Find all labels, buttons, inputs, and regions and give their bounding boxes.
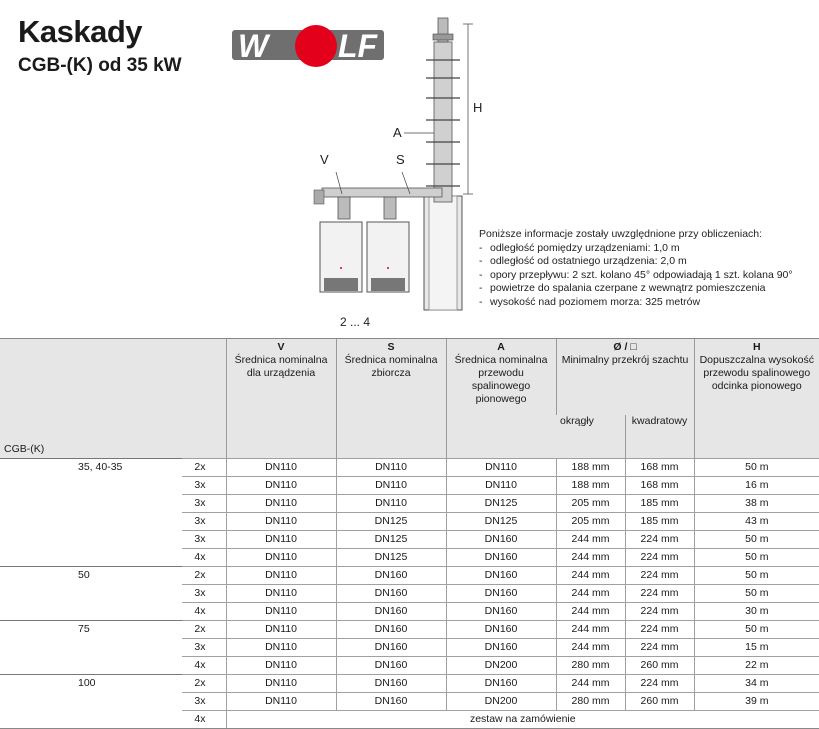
- label-v: V: [320, 152, 329, 167]
- row-spacer: [0, 657, 72, 675]
- s-cell: DN160: [336, 639, 446, 657]
- model-cell: [72, 639, 182, 657]
- a-cell: DN160: [446, 549, 556, 567]
- table-row: [0, 495, 819, 513]
- a-cell: DN160: [446, 639, 556, 657]
- square-cell: 168 mm: [625, 459, 694, 477]
- round-cell: 280 mm: [556, 693, 625, 711]
- count-cell: 2x: [182, 675, 226, 693]
- s-cell: DN110: [336, 477, 446, 495]
- table-row: [0, 675, 819, 693]
- round-cell: 244 mm: [556, 585, 625, 603]
- model-cell: [72, 711, 182, 729]
- table-row: [0, 711, 819, 729]
- v-cell: DN110: [226, 639, 336, 657]
- square-cell: 224 mm: [625, 531, 694, 549]
- a-cell: DN110: [446, 459, 556, 477]
- table-row: [0, 531, 819, 549]
- v-cell: DN110: [226, 513, 336, 531]
- custom-order-note: zestaw na zamówienie: [226, 711, 819, 729]
- row-spacer: [0, 513, 72, 531]
- v-cell: DN110: [226, 477, 336, 495]
- cascade-spec-table: [0, 338, 819, 729]
- label-h: H: [473, 100, 483, 115]
- square-cell: 224 mm: [625, 621, 694, 639]
- row-spacer: [0, 621, 72, 639]
- model-cell: [72, 513, 182, 531]
- label-a: A: [393, 125, 402, 140]
- v-cell: DN110: [226, 567, 336, 585]
- s-cell: DN160: [336, 693, 446, 711]
- count-label: 2 ... 4: [340, 315, 371, 329]
- square-cell: 224 mm: [625, 639, 694, 657]
- table-row: [0, 567, 819, 585]
- h-cell: 50 m: [694, 567, 819, 585]
- row-spacer: [0, 531, 72, 549]
- row-spacer: [0, 711, 72, 729]
- a-cell: DN160: [446, 585, 556, 603]
- round-cell: 244 mm: [556, 531, 625, 549]
- notes-list: [479, 242, 793, 310]
- v-cell: DN110: [226, 693, 336, 711]
- table-row: [0, 549, 819, 567]
- v-cell: DN110: [226, 549, 336, 567]
- count-cell: 2x: [182, 459, 226, 477]
- h-cell: 39 m: [694, 693, 819, 711]
- count-cell: 3x: [182, 639, 226, 657]
- round-cell: 244 mm: [556, 549, 625, 567]
- col-header-round: okrągły: [556, 415, 625, 459]
- round-cell: 244 mm: [556, 621, 625, 639]
- a-cell: DN125: [446, 513, 556, 531]
- note-item: - odległość od ostatniego urządzenia: 2,0 m: [479, 255, 793, 269]
- table-row: [0, 459, 819, 477]
- v-cell: DN110: [226, 657, 336, 675]
- a-cell: DN160: [446, 621, 556, 639]
- note-item: - wysokość nad poziomem morza: 325 metrów: [479, 296, 793, 310]
- count-cell: 2x: [182, 621, 226, 639]
- round-cell: 244 mm: [556, 675, 625, 693]
- model-cell: [72, 693, 182, 711]
- a-cell: DN160: [446, 675, 556, 693]
- col-header-h: H Dopuszczalna wysokość przewodu spalinowego odcinka pionowego: [694, 339, 819, 459]
- calculation-notes: [479, 228, 793, 309]
- page-subtitle: CGB-(K) od 35 kW: [18, 55, 182, 76]
- s-cell: DN160: [336, 585, 446, 603]
- model-cell: 50: [72, 567, 182, 585]
- s-cell: DN160: [336, 567, 446, 585]
- count-cell: 3x: [182, 477, 226, 495]
- h-cell: 30 m: [694, 603, 819, 621]
- round-cell: 188 mm: [556, 459, 625, 477]
- table-row: [0, 477, 819, 495]
- a-cell: DN160: [446, 603, 556, 621]
- a-cell: DN110: [446, 477, 556, 495]
- count-cell: 4x: [182, 549, 226, 567]
- model-cell: 35, 40-35: [72, 459, 182, 477]
- model-cell: [72, 549, 182, 567]
- h-cell: 34 m: [694, 675, 819, 693]
- s-cell: DN160: [336, 675, 446, 693]
- square-cell: 185 mm: [625, 495, 694, 513]
- row-spacer: [0, 639, 72, 657]
- model-cell: 75: [72, 621, 182, 639]
- row-spacer: [0, 459, 72, 477]
- v-cell: DN110: [226, 495, 336, 513]
- count-cell: 3x: [182, 495, 226, 513]
- note-item: - powietrze do spalania czerpane z wewnątrz pomieszczenia: [479, 282, 793, 296]
- h-cell: 50 m: [694, 585, 819, 603]
- h-cell: 43 m: [694, 513, 819, 531]
- s-cell: DN125: [336, 531, 446, 549]
- square-cell: 185 mm: [625, 513, 694, 531]
- h-cell: 22 m: [694, 657, 819, 675]
- a-cell: DN160: [446, 531, 556, 549]
- model-cell: [72, 657, 182, 675]
- s-cell: DN110: [336, 495, 446, 513]
- count-cell: 4x: [182, 711, 226, 729]
- v-cell: DN110: [226, 675, 336, 693]
- square-cell: 224 mm: [625, 675, 694, 693]
- model-cell: 100: [72, 675, 182, 693]
- s-cell: DN110: [336, 459, 446, 477]
- row-spacer: [0, 585, 72, 603]
- svg-text:LF: LF: [338, 28, 378, 64]
- square-cell: 224 mm: [625, 567, 694, 585]
- table-row: [0, 639, 819, 657]
- v-cell: DN110: [226, 459, 336, 477]
- s-cell: DN160: [336, 657, 446, 675]
- a-cell: DN160: [446, 567, 556, 585]
- table-row: [0, 621, 819, 639]
- note-item: - odległość pomiędzy urządzeniami: 1,0 m: [479, 242, 793, 256]
- h-cell: 38 m: [694, 495, 819, 513]
- a-cell: DN200: [446, 693, 556, 711]
- square-cell: 224 mm: [625, 603, 694, 621]
- square-cell: 260 mm: [625, 657, 694, 675]
- h-cell: 50 m: [694, 549, 819, 567]
- table-row-header: CGB-(K): [0, 339, 226, 459]
- count-cell: 3x: [182, 513, 226, 531]
- row-spacer: [0, 603, 72, 621]
- a-cell: DN200: [446, 657, 556, 675]
- notes-intro: Poniższe informacje zostały uwzględnione przy obliczeniach:: [479, 228, 763, 240]
- round-cell: 280 mm: [556, 657, 625, 675]
- svg-text:W: W: [238, 28, 268, 64]
- table-row: [0, 657, 819, 675]
- round-cell: 244 mm: [556, 603, 625, 621]
- table-row: [0, 585, 819, 603]
- model-cell: [72, 477, 182, 495]
- row-spacer: [0, 549, 72, 567]
- col-header-a: A Średnica nominalna przewodu spalinowego pionowego: [446, 339, 556, 459]
- h-cell: 50 m: [694, 621, 819, 639]
- model-cell: [72, 495, 182, 513]
- row-spacer: [0, 477, 72, 495]
- row-spacer: [0, 693, 72, 711]
- count-cell: 4x: [182, 657, 226, 675]
- h-cell: 50 m: [694, 531, 819, 549]
- table-row: [0, 513, 819, 531]
- square-cell: 224 mm: [625, 585, 694, 603]
- col-header-v: V Średnica nominalna dla urządzenia: [226, 339, 336, 459]
- col-header-d: Ø / □ Minimalny przekrój szachtu: [556, 339, 694, 415]
- table-row: [0, 693, 819, 711]
- s-cell: DN160: [336, 603, 446, 621]
- col-header-square: kwadratowy: [625, 415, 694, 459]
- square-cell: 224 mm: [625, 549, 694, 567]
- count-cell: 3x: [182, 693, 226, 711]
- round-cell: 244 mm: [556, 567, 625, 585]
- round-cell: 188 mm: [556, 477, 625, 495]
- table-row: [0, 603, 819, 621]
- count-cell: 4x: [182, 603, 226, 621]
- model-cell: [72, 531, 182, 549]
- row-spacer: [0, 567, 72, 585]
- row-spacer: [0, 495, 72, 513]
- round-cell: 244 mm: [556, 639, 625, 657]
- h-cell: 50 m: [694, 459, 819, 477]
- cascade-diagram: [300, 8, 500, 328]
- square-cell: 260 mm: [625, 693, 694, 711]
- s-cell: DN160: [336, 621, 446, 639]
- square-cell: 168 mm: [625, 477, 694, 495]
- count-cell: 3x: [182, 585, 226, 603]
- model-cell: [72, 603, 182, 621]
- v-cell: DN110: [226, 585, 336, 603]
- h-cell: 16 m: [694, 477, 819, 495]
- a-cell: DN125: [446, 495, 556, 513]
- col-header-s: S Średnica nominalna zbiorcza: [336, 339, 446, 459]
- round-cell: 205 mm: [556, 513, 625, 531]
- v-cell: DN110: [226, 531, 336, 549]
- round-cell: 205 mm: [556, 495, 625, 513]
- note-item: - opory przepływu: 2 szt. kolano 45° odpowiadają 1 szt. kolana 90°: [479, 269, 793, 283]
- v-cell: DN110: [226, 621, 336, 639]
- v-cell: DN110: [226, 603, 336, 621]
- s-cell: DN125: [336, 549, 446, 567]
- row-spacer: [0, 675, 72, 693]
- s-cell: DN125: [336, 513, 446, 531]
- h-cell: 15 m: [694, 639, 819, 657]
- count-cell: 2x: [182, 567, 226, 585]
- label-s: S: [396, 152, 405, 167]
- page-title: Kaskady: [18, 14, 143, 49]
- count-cell: 3x: [182, 531, 226, 549]
- table-body: [0, 459, 819, 729]
- model-cell: [72, 585, 182, 603]
